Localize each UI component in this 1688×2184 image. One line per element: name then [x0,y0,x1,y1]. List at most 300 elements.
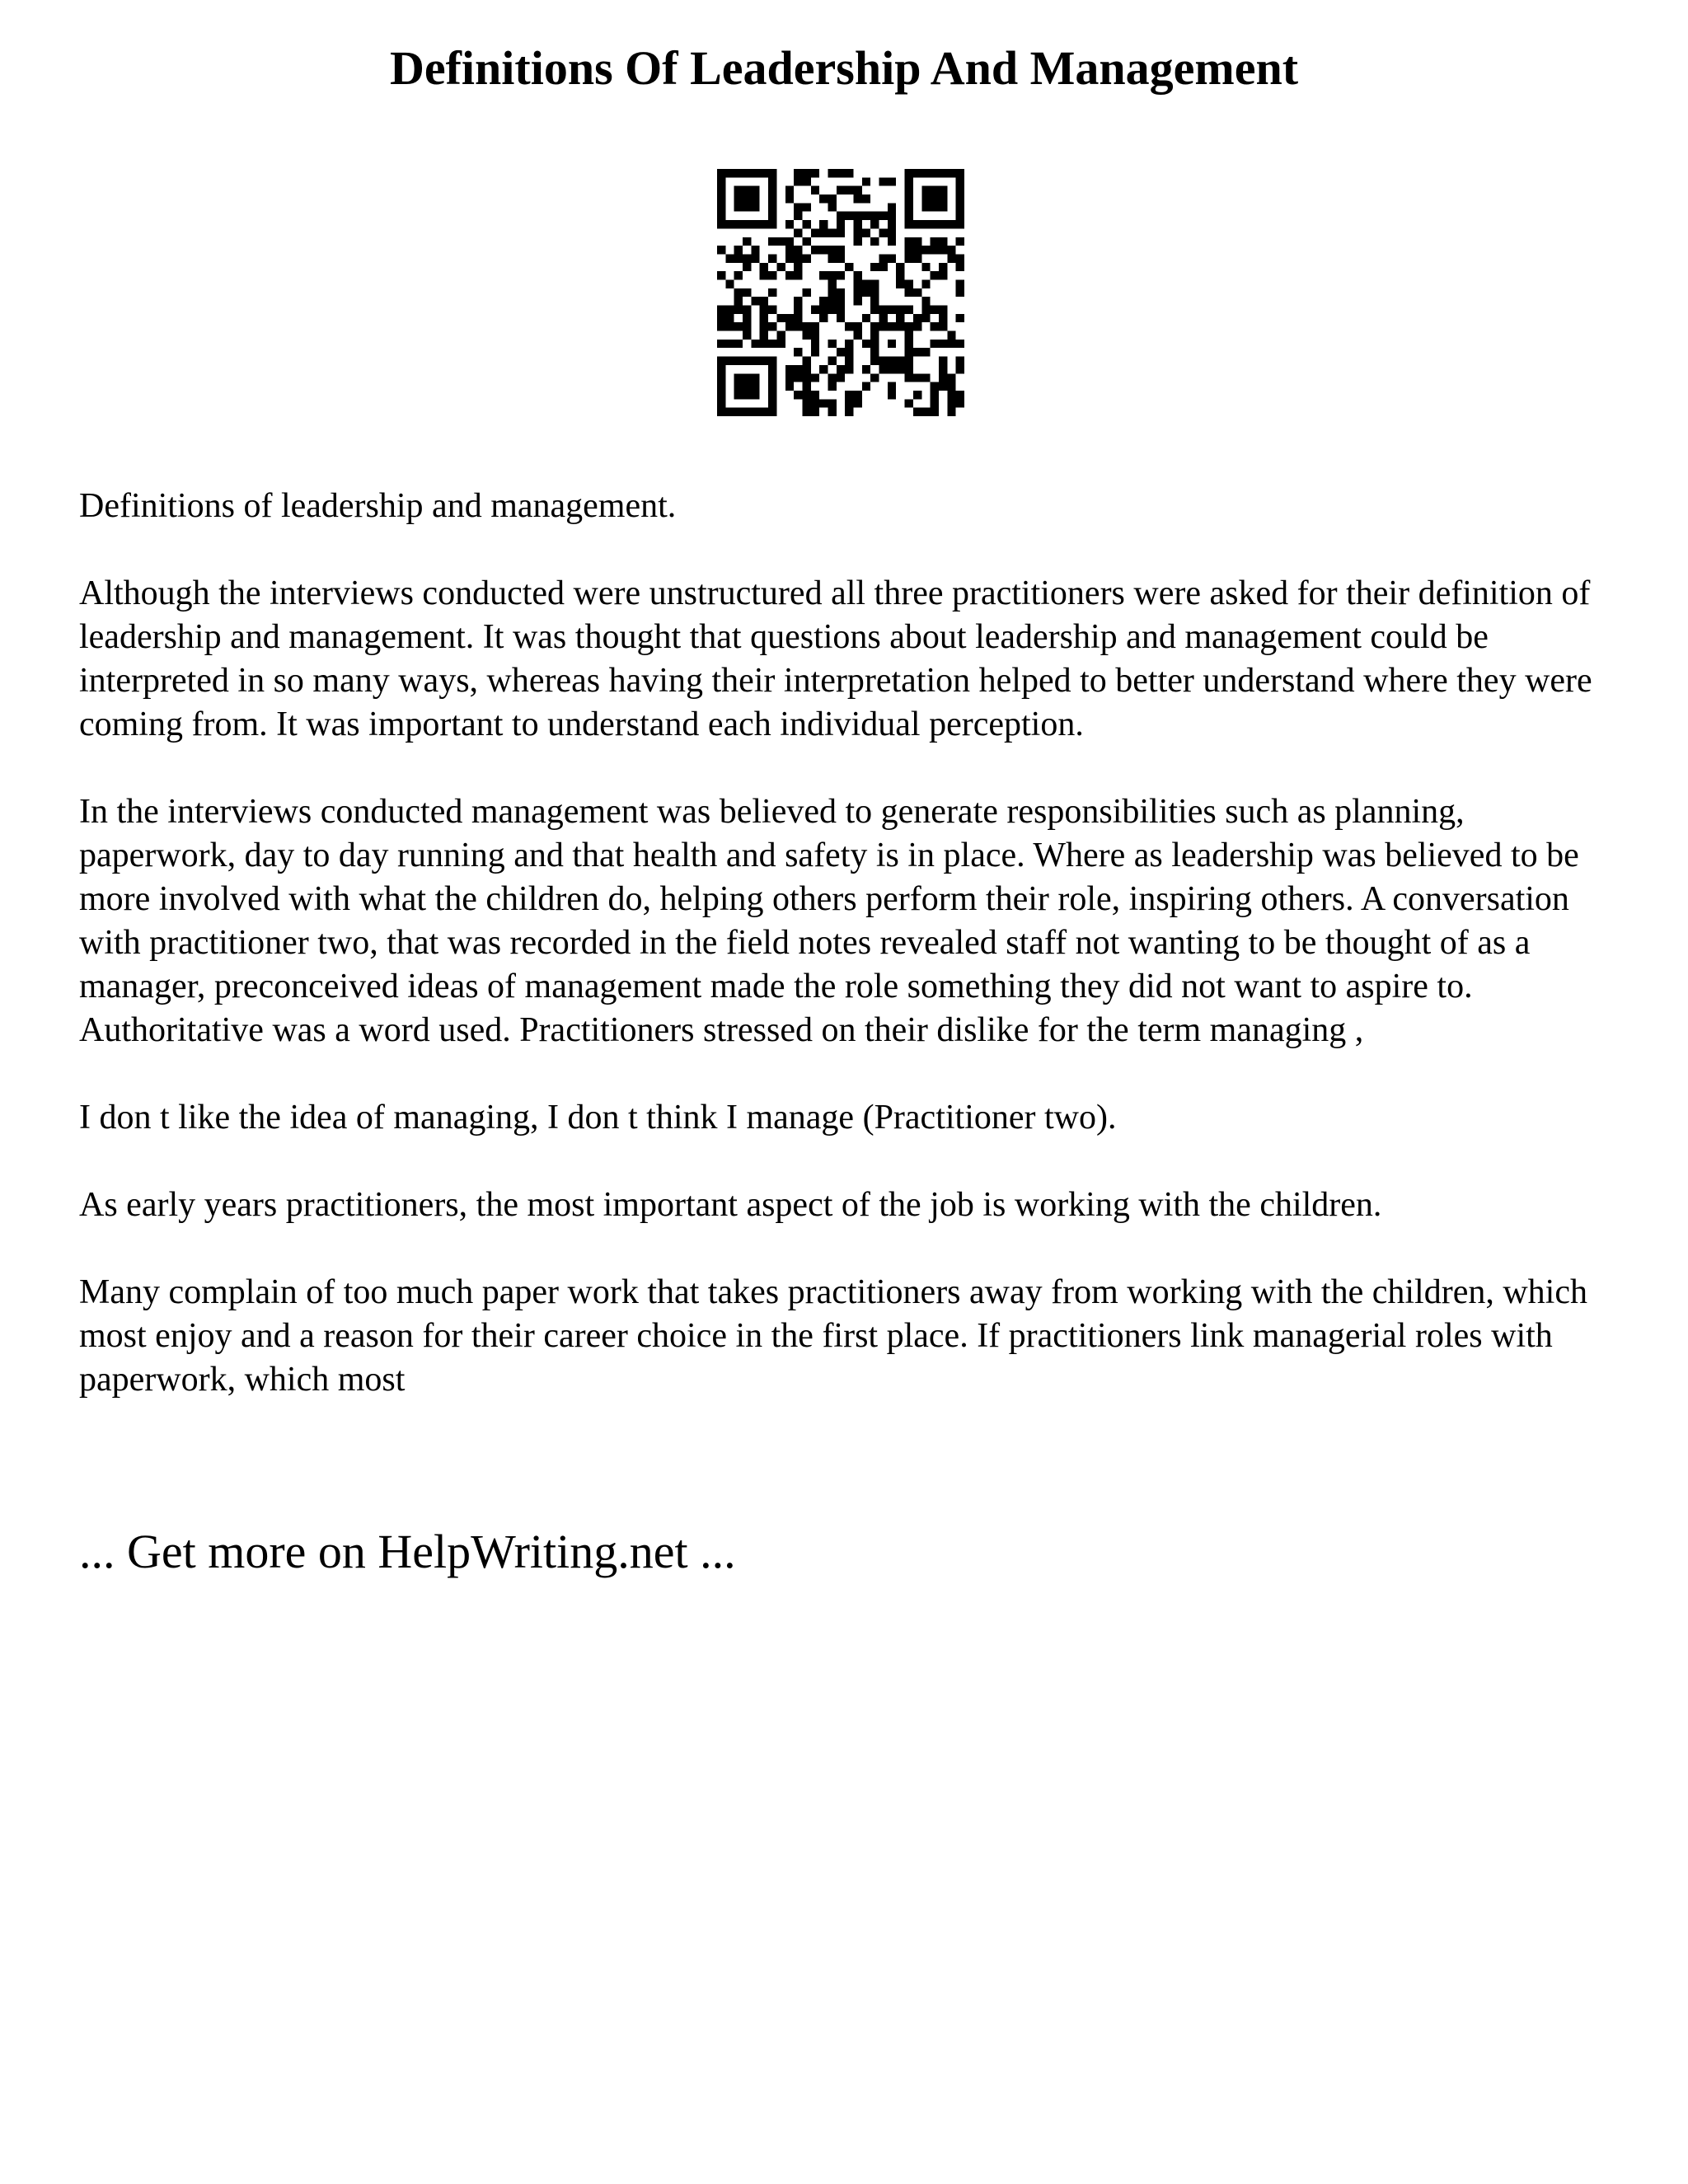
qr-module [725,322,734,330]
qr-module [802,391,810,399]
qr-module [768,186,776,194]
qr-module [717,271,725,279]
qr-module [760,306,768,314]
qr-module [913,288,921,297]
qr-module [854,331,862,340]
qr-module [854,279,862,288]
qr-module [913,314,921,322]
qr-module [939,194,947,203]
qr-module [751,340,759,348]
qr-module [725,279,734,288]
qr-module [725,314,734,322]
qr-module [905,279,913,288]
qr-module [768,169,776,177]
qr-module [811,246,819,254]
qr-module [921,169,930,177]
qr-module [794,246,802,254]
qr-module [913,237,921,246]
qr-module [905,357,913,365]
qr-module [854,212,862,220]
qr-module [905,331,913,340]
qr-module [717,391,725,399]
qr-module [751,186,759,194]
qr-module [837,365,845,373]
qr-module [828,357,836,365]
qr-module [862,365,870,373]
qr-module [845,263,853,271]
qr-module [785,322,794,330]
qr-module [802,408,810,416]
qr-module [837,297,845,305]
qr-module [802,237,810,246]
qr-module [760,408,768,416]
qr-module [905,399,913,407]
qr-module [870,212,879,220]
qr-module [785,365,794,373]
qr-module [828,271,836,279]
qr-module [870,297,879,305]
qr-module [939,314,947,322]
qr-module [947,373,955,382]
qr-module [862,340,870,348]
qr-module [828,228,836,237]
qr-module [768,382,776,391]
qr-module [854,237,862,246]
qr-module [888,322,896,330]
qr-module [845,169,853,177]
qr-module [819,314,828,322]
qr-module [845,322,853,330]
qr-module [743,373,751,382]
qr-module [734,357,743,365]
page-title: Definitions Of Leadership And Management [389,41,1299,95]
qr-module [828,306,836,314]
qr-module [794,348,802,356]
qr-module [760,297,768,305]
qr-module [794,177,802,185]
qr-module [819,297,828,305]
qr-module [845,340,853,348]
qr-module [862,228,870,237]
qr-module [768,306,776,314]
qr-module [751,297,759,305]
qr-module [870,322,879,330]
qr-module [802,357,810,365]
qr-module [921,186,930,194]
qr-module [921,194,930,203]
qr-module [751,194,759,203]
qr-module [896,314,904,322]
qr-module [905,373,913,382]
qr-module [931,382,939,391]
paragraph-interviews: Although the interviews conducted were unstructured all three practitioners were asked for their definition of leadership and management. It was thought that questions about leadership and management could be interpreted in so many ways, whereas having their interpretation helped to better understand where they were coming from. It was important to understand each individual perception. [79,574,1592,743]
qr-module [802,382,810,391]
qr-module [734,288,743,297]
qr-module [905,322,913,330]
qr-module [751,382,759,391]
qr-module [811,169,819,177]
qr-module [828,382,836,391]
paragraph-paperwork: Many complain of too much paper work that takes practitioners away from working with the children, which most enjoy and a reason for their career choice in the first place. If practitioners link managerial roles with paperwork, which most [79,1273,1587,1399]
qr-module [717,220,725,228]
qr-module [837,220,845,228]
qr-module [913,373,921,382]
qr-module [870,348,879,356]
qr-module [768,194,776,203]
qr-module [896,365,904,373]
qr-module [743,220,751,228]
qr-module [939,340,947,348]
qr-module [743,203,751,211]
qr-module [931,203,939,211]
qr-module [854,220,862,228]
qr-module [921,220,930,228]
qr-module [751,169,759,177]
qr-module [862,177,870,185]
qr-module [837,373,845,382]
qr-module [819,220,828,228]
qr-module [717,399,725,407]
qr-module [931,194,939,203]
qr-module [956,186,964,194]
qr-module [760,314,768,322]
qr-module [862,382,870,391]
qr-module [811,373,819,382]
qr-module [828,203,836,211]
qr-module [845,391,853,399]
qr-module [913,169,921,177]
qr-module [751,373,759,382]
qr-module [956,254,964,262]
qr-module [931,391,939,399]
paragraph-early-years: As early years practitioners, the most important aspect of the job is working with the children. [79,1186,1382,1224]
qr-module [794,228,802,237]
qr-module [811,186,819,194]
qr-module [743,194,751,203]
qr-module [956,391,964,399]
qr-module [870,306,879,314]
qr-module [828,408,836,416]
qr-module [870,237,879,246]
qr-module [947,340,955,348]
qr-module [743,322,751,330]
qr-module [725,220,734,228]
qr-module [896,357,904,365]
qr-module [862,288,870,297]
qr-module [862,212,870,220]
qr-module [794,297,802,305]
qr-module [717,365,725,373]
qr-module [802,322,810,330]
qr-module [921,408,930,416]
qr-module [751,408,759,416]
qr-module [939,186,947,194]
qr-module [819,365,828,373]
qr-module [931,169,939,177]
qr-module [921,297,930,305]
qr-module [845,357,853,365]
qr-module [921,263,930,271]
qr-module [794,391,802,399]
qr-module [956,169,964,177]
qr-module [905,340,913,348]
qr-module [854,186,862,194]
qr-module [760,331,768,340]
paragraph-management-leadership: In the interviews conducted management was believed to generate responsibilities such as planning, paperwork, day to day running and that health and safety is in place. Where as leadership was believed to be more involved with what the children do, helping others perform their role, inspiring others. A conversation with practitioner two, that was recorded in the field notes revealed staff not wanting to be thought of as a manager, preconceived ideas of management made the role something they did not want to aspire to. Authoritative was a word used. Practitioners stressed on their dislike for the term managing , [79,793,1579,1049]
qr-module [913,322,921,330]
qr-module [717,382,725,391]
qr-module [939,237,947,246]
qr-module [913,408,921,416]
qr-module [760,357,768,365]
qr-module [785,382,794,391]
qr-module [768,365,776,373]
qr-module [725,357,734,365]
qr-module [768,237,776,246]
qr-module [794,263,802,271]
qr-module [734,408,743,416]
qr-module [931,220,939,228]
qr-module [828,288,836,297]
qr-module [905,306,913,314]
qr-module [956,288,964,297]
qr-module [768,220,776,228]
qr-module [939,382,947,391]
qr-module [794,203,802,211]
qr-module [947,246,955,254]
qr-module [888,357,896,365]
qr-module [802,365,810,373]
qr-module [743,408,751,416]
qr-module [760,340,768,348]
qr-module [717,212,725,220]
qr-module [837,271,845,279]
qr-module [743,357,751,365]
qr-module [785,186,794,194]
qr-module [751,357,759,365]
qr-module [854,297,862,305]
qr-module [854,271,862,279]
qr-module [768,340,776,348]
qr-module [905,169,913,177]
qr-module [828,279,836,288]
qr-module [828,194,836,203]
qr-module [785,271,794,279]
qr-module [734,169,743,177]
qr-module [794,254,802,262]
qr-module [785,194,794,203]
qr-module [819,271,828,279]
qr-module [837,348,845,356]
paragraph-intro: Definitions of leadership and management. [79,487,677,525]
qr-module [947,391,955,399]
qr-module [905,254,913,262]
qr-module [854,228,862,237]
qr-module [837,228,845,237]
qr-module [717,373,725,382]
qr-module [947,399,955,407]
qr-module [956,212,964,220]
qr-module [776,237,785,246]
qr-module [931,322,939,330]
qr-module [879,365,888,373]
qr-module [768,322,776,330]
qr-module [879,177,888,185]
qr-module [905,220,913,228]
qr-module [931,408,939,416]
qr-module [794,271,802,279]
qr-module [802,399,810,407]
qr-code-graphic [717,169,964,416]
qr-module [870,373,879,382]
qr-module [811,331,819,340]
qr-module [802,331,810,340]
qr-module [888,177,896,185]
qr-module [939,263,947,271]
qr-module [947,408,955,416]
qr-module [828,399,836,407]
qr-module [743,331,751,340]
qr-module [734,186,743,194]
qr-module [879,228,888,237]
qr-code-icon[interactable] [717,169,964,416]
qr-module [734,220,743,228]
qr-module [785,314,794,322]
qr-module [802,373,810,382]
qr-module [931,271,939,279]
qr-module [939,271,947,279]
qr-module [794,365,802,373]
qr-module [837,288,845,297]
qr-module [931,246,939,254]
qr-module [734,306,743,314]
qr-module [888,237,896,246]
qr-module [939,169,947,177]
qr-module [828,340,836,348]
qr-module [931,340,939,348]
qr-module [947,254,955,262]
qr-module [811,322,819,330]
qr-module [776,340,785,348]
qr-module [845,365,853,373]
qr-module [854,194,862,203]
qr-module [760,271,768,279]
qr-module [905,212,913,220]
body-text [79,485,1629,1446]
qr-module [913,348,921,356]
qr-module [888,203,896,211]
qr-module [743,169,751,177]
qr-module [879,314,888,322]
qr-module [768,288,776,297]
qr-module [879,357,888,365]
qr-module [913,391,921,399]
qr-module [896,271,904,279]
qr-module [956,237,964,246]
qr-module [828,297,836,305]
qr-module [743,254,751,262]
qr-module [939,306,947,314]
qr-module [743,263,751,271]
qr-module [939,322,947,330]
qr-module [743,306,751,314]
qr-module [819,246,828,254]
paragraph-quote: I don t like the idea of managing, I don t think I manage (Practitioner two). [79,1099,1117,1137]
qr-module [717,340,725,348]
qr-module [921,279,930,288]
qr-module [760,322,768,330]
qr-module [921,373,930,382]
qr-module [828,246,836,254]
qr-module [811,391,819,399]
qr-module [862,194,870,203]
qr-module [785,220,794,228]
qr-module [905,186,913,194]
qr-module [819,306,828,314]
qr-module [734,340,743,348]
qr-module [921,306,930,314]
get-more-link[interactable]: ... Get more on HelpWriting.net ... [79,1525,736,1578]
qr-module [776,314,785,322]
qr-module [794,169,802,177]
qr-module [837,212,845,220]
qr-module [956,220,964,228]
qr-module [717,194,725,203]
qr-module [947,169,955,177]
qr-module [717,322,725,330]
qr-module [837,306,845,314]
qr-module [845,212,853,220]
qr-module [905,246,913,254]
qr-module [734,391,743,399]
qr-module [743,237,751,246]
qr-module [888,254,896,262]
qr-module [956,314,964,322]
qr-module [785,246,794,254]
qr-module [921,348,930,356]
qr-module [760,169,768,177]
qr-module [931,306,939,314]
qr-module [854,288,862,297]
qr-module [888,340,896,348]
qr-module [717,246,725,254]
qr-module [862,314,870,322]
qr-module [717,169,725,177]
qr-module [734,373,743,382]
qr-module [905,177,913,185]
qr-module [939,357,947,365]
qr-module [751,203,759,211]
qr-module [921,314,930,322]
qr-module [811,348,819,356]
qr-module [956,279,964,288]
qr-module [768,357,776,365]
qr-module [811,228,819,237]
qr-module [913,246,921,254]
qr-module [913,220,921,228]
qr-module [802,254,810,262]
qr-module [819,399,828,407]
qr-module [734,271,743,279]
qr-module [794,306,802,314]
qr-module [845,186,853,194]
qr-module [734,297,743,305]
qr-module [717,203,725,211]
qr-module [717,314,725,322]
qr-module [854,391,862,399]
qr-module [905,365,913,373]
qr-module [888,228,896,237]
